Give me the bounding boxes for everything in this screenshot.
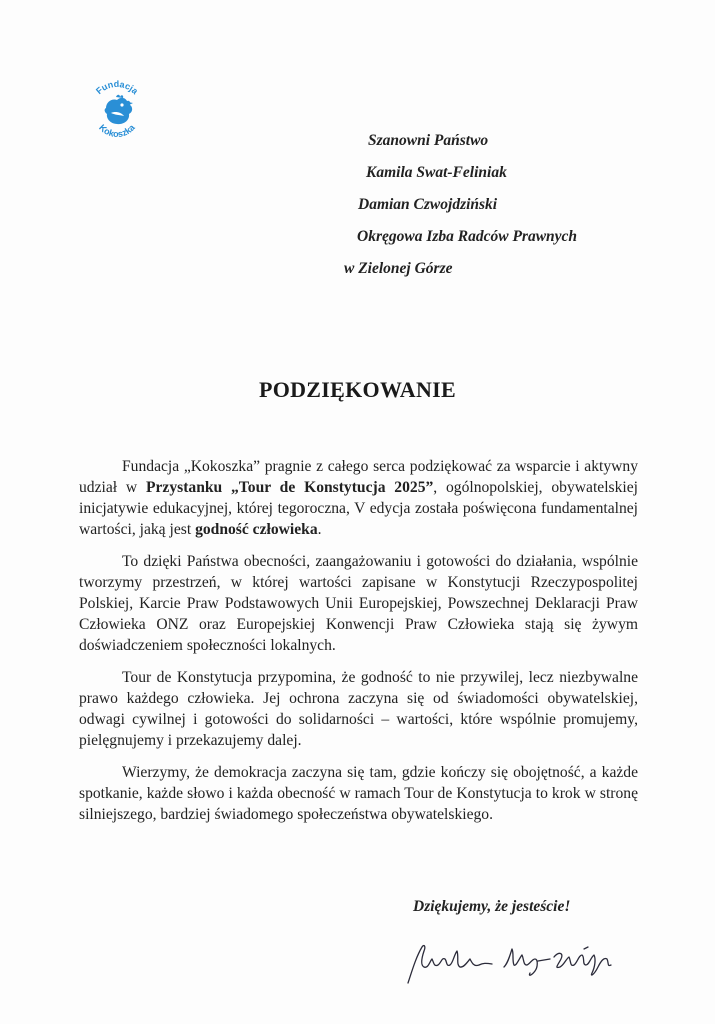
paragraph-1-event-name: Przystanku „Tour de Konstytucja 2025” [145,479,434,496]
paragraph-1 [79,456,638,540]
document-title: PODZIĘKOWANIE [258,377,457,402]
fundacja-kokoszka-logo [84,78,150,144]
paragraph-1-part-e: . [317,521,322,538]
handwritten-signature [404,937,619,987]
logo-text-top: Fundacja [93,78,141,97]
paragraph-1-part-c: , ogólnopolskiej, obywatelskiej inicjatywie edukacyjnej, której tegoroczna, V edycja została poświęcona fundamentalnej wartości, jaką jest [79,479,638,538]
paragraph-1-part-a: Fundacja „Kokoszka” pragnie z całego serca podziękować za wsparcie i aktywny udział w [79,458,638,496]
paragraph-3: Tour de Konstytucja przypomina, że godność to nie przywilej, lecz niezbywalne prawo każdego człowieka. Jej ochrona zaczyna się od świadomości obywatelskiej, odwagi cywilnej i gotowości do solidarności – wartości, które wspólnie promujemy, pielęgnujemy i przekazujemy dalej. [79,669,638,749]
logo-text-bottom: Kokoszka [97,122,137,140]
paragraph-2: To dzięki Państwa obecności, zaangażowaniu i gotowości do działania, wspólnie tworzymy przestrzeń, w której wartości zapisane w Konstytucji Rzeczypospolitej Polskiej, Karcie Praw Podstawowych Unii Europejskiej, Powszechnej Deklaracji Praw Człowieka ONZ oraz Europejskiej Konwencji Praw Człowieka stają się żywym doświadczeniem społeczności lokalnych. [79,553,638,654]
address-recipient-2: Damian Czwojdziński [358,196,498,213]
svg-text:Kokoszka [97,122,137,139]
closing-phrase: Dziękujemy, że jesteście! [413,898,571,915]
svg-text:Fundacja [94,79,141,97]
letter-body [79,456,638,825]
address-recipient-1: Kamila Swat-Feliniak [366,164,507,181]
address-salutation: Szanowni Państwo [368,132,489,149]
address-city: w Zielonej Górze [344,260,453,277]
address-organization: Okręgowa Izba Radców Prawnych [357,228,578,245]
hen-icon [84,78,150,144]
paragraph-4: Wierzymy, że demokracja zaczyna się tam, gdzie kończy się obojętność, a każde spotkanie, każde słowo i każda obecność w ramach Tour de Konstytucja to krok w stronę silniejszego, bardziej świadomego społeczeństwa obywatelskiego. [79,764,638,823]
paragraph-1-value: godność człowieka [195,521,318,538]
